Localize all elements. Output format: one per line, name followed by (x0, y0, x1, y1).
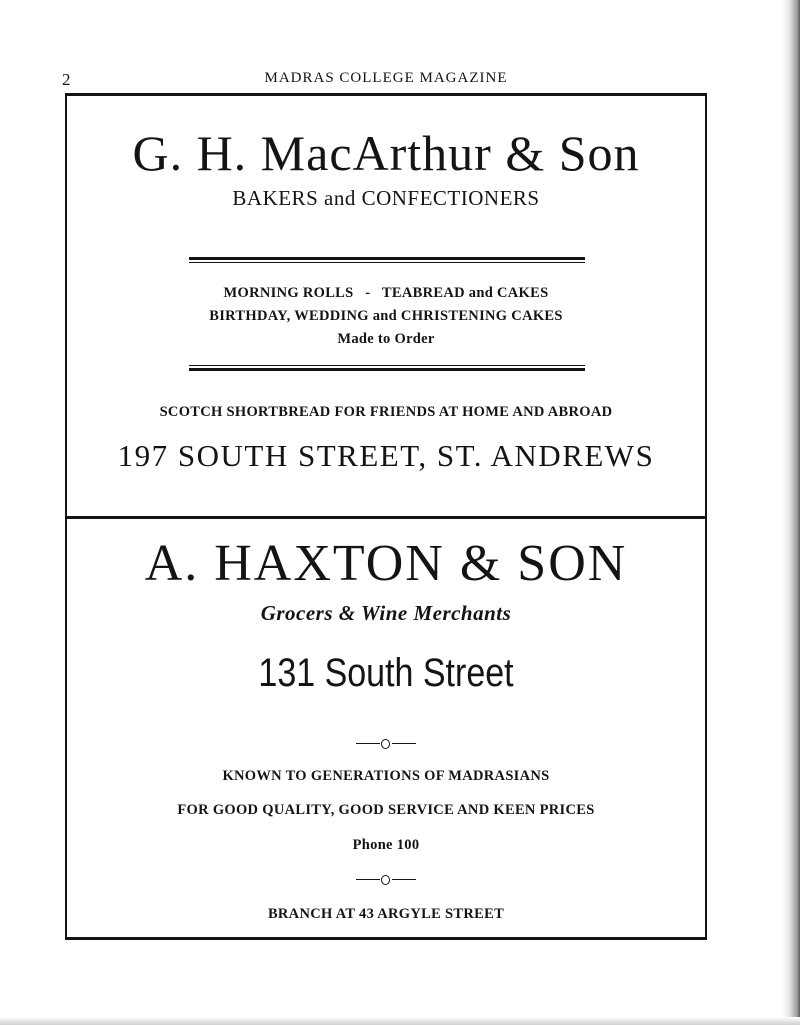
haxton-line-generations: KNOWN TO GENERATIONS OF MADRASIANS (222, 768, 550, 784)
haxton-phone: Phone 100 (352, 837, 420, 853)
macarthur-products-line-1: MORNING ROLLS - TEABREAD and CAKES (223, 285, 549, 301)
haxton-branch: BRANCH AT 43 ARGYLE STREET (267, 906, 505, 922)
haxton-trade: Grocers & Wine Merchants (260, 601, 512, 625)
running-title: MADRAS COLLEGE MAGAZINE (264, 70, 508, 86)
ornament-divider (352, 736, 420, 750)
macarthur-name: G. H. MacArthur & Son (132, 125, 640, 181)
double-rule-top (189, 257, 585, 263)
macarthur-products-line-3: Made to Order (337, 331, 435, 347)
double-rule-bottom (189, 365, 585, 371)
page-edge-shadow (782, 0, 800, 1025)
advertisement-frame (65, 93, 707, 940)
haxton-address: 131 South Street (258, 651, 514, 695)
macarthur-trade: BAKERS and CONFECTIONERS (232, 186, 540, 210)
haxton-name: A. HAXTON & SON (144, 535, 628, 592)
macarthur-shortbread: SCOTCH SHORTBREAD FOR FRIENDS AT HOME AND ABROAD (159, 404, 613, 420)
macarthur-address: 197 SOUTH STREET, ST. ANDREWS (117, 438, 655, 473)
page-number: 2 (62, 70, 71, 89)
ornament-divider (352, 872, 420, 886)
haxton-line-quality: FOR GOOD QUALITY, GOOD SERVICE AND KEEN PRICES (177, 802, 595, 818)
section-divider (67, 516, 705, 519)
page-bottom-shadow (0, 1017, 800, 1025)
macarthur-products-line-2: BIRTHDAY, WEDDING and CHRISTENING CAKES (209, 308, 563, 324)
